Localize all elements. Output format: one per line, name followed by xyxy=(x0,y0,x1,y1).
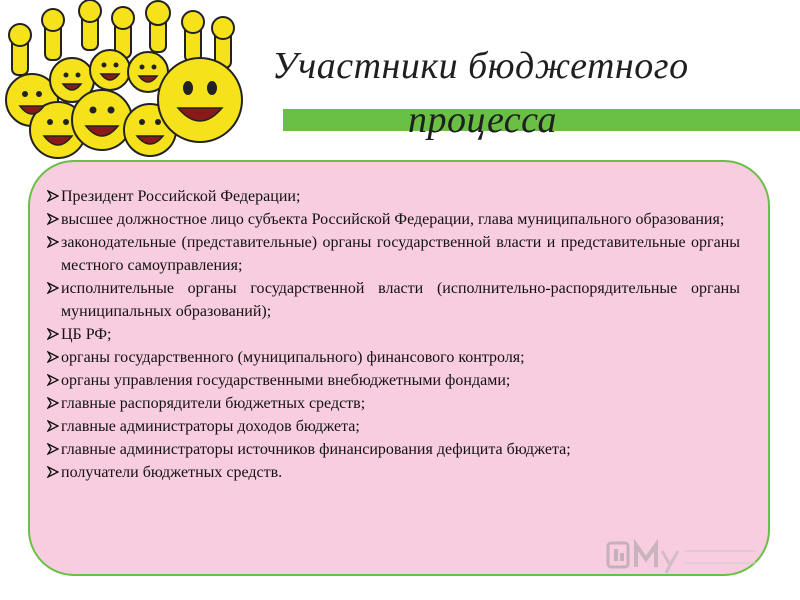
list-item xyxy=(47,438,740,461)
arrow-bullet-icon xyxy=(47,374,59,386)
list-item xyxy=(47,185,740,208)
list-item xyxy=(47,231,740,277)
arrow-bullet-icon xyxy=(47,466,59,478)
participants-list xyxy=(47,185,740,484)
arrow-bullet-icon xyxy=(47,328,59,340)
arrow-bullet-icon xyxy=(47,397,59,409)
list-item xyxy=(47,323,740,346)
page-title-line1: Участники бюджетного xyxy=(272,45,689,87)
list-item-text: Президент Российской Федерации; xyxy=(61,188,301,205)
list-item-text: получатели бюджетных средств. xyxy=(61,464,283,481)
list-item-text: высшее должностное лицо субъекта Российской Федерации, глава муниципального образования; xyxy=(61,211,725,228)
list-item-text: главные распорядители бюджетных средств; xyxy=(61,395,366,412)
list-item xyxy=(47,346,740,369)
list-item xyxy=(47,369,740,392)
list-item-text: главные администраторы источников финансирования дефицита бюджета; xyxy=(61,441,571,458)
list-item-text: законодательные (представительные) органы государственной власти и представительные органы местного самоуправления; xyxy=(61,234,740,274)
list-item xyxy=(47,277,740,323)
myshared-logo-icon xyxy=(606,537,766,573)
arrow-bullet-icon xyxy=(47,236,59,248)
arrow-bullet-icon xyxy=(47,213,59,225)
page-title-line2: процесса xyxy=(408,99,558,141)
arrow-bullet-icon xyxy=(47,282,59,294)
list-item xyxy=(47,208,740,231)
list-item-text: ЦБ РФ; xyxy=(61,326,112,343)
arrow-bullet-icon xyxy=(47,420,59,432)
list-item xyxy=(47,461,740,484)
list-item-text: органы государственного (муниципального) финансового контроля; xyxy=(61,349,525,366)
list-item-text: органы управления государственными внебюджетными фондами; xyxy=(61,372,511,389)
list-item xyxy=(47,392,740,415)
list-item-text: исполнительные органы государственной власти (исполнительно-распорядительные органы муниципальных образований); xyxy=(61,280,740,320)
arrow-bullet-icon xyxy=(47,443,59,455)
smiley-crowd-icon xyxy=(0,0,275,185)
list-item xyxy=(47,415,740,438)
arrow-bullet-icon xyxy=(47,190,59,202)
list-item-text: главные администраторы доходов бюджета; xyxy=(61,418,360,435)
arrow-bullet-icon xyxy=(47,351,59,363)
